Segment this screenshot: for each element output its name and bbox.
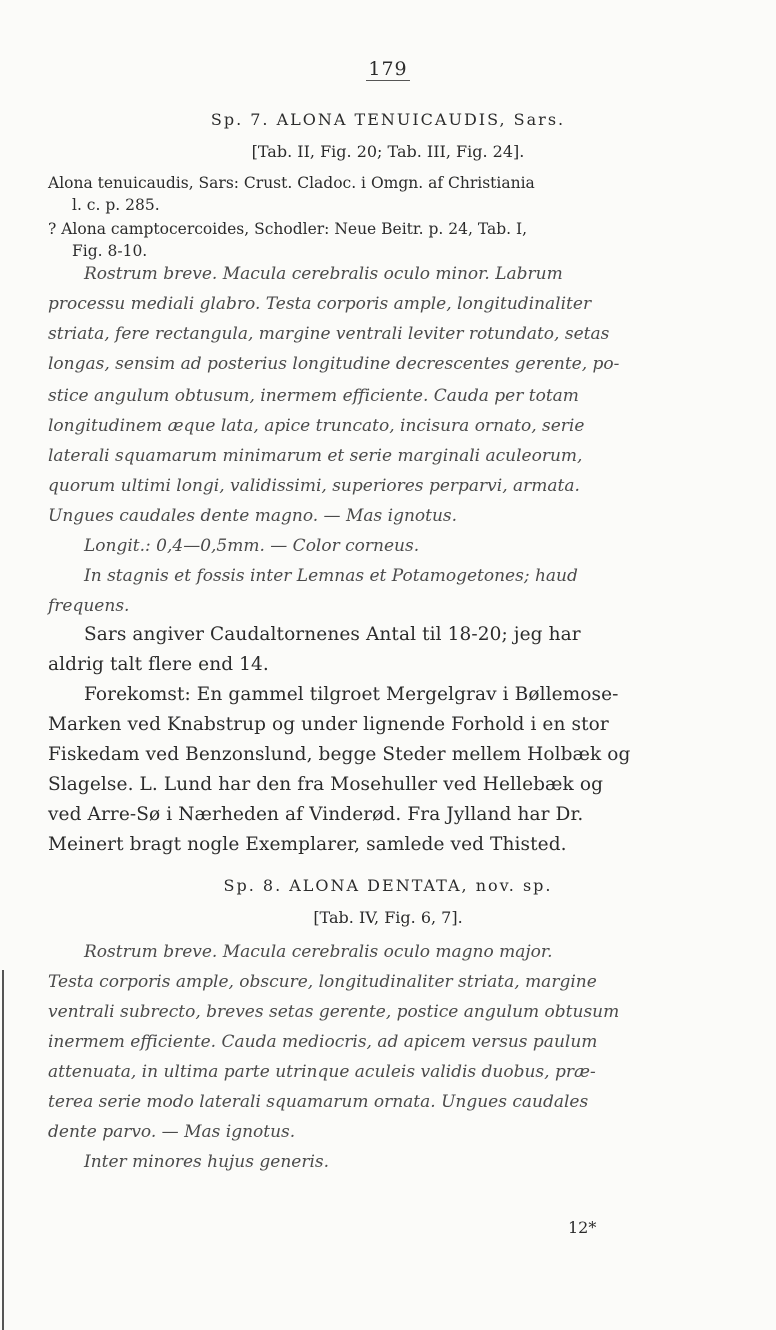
text-line: Forekomst: En gammel tilgroet Mergelgrav i Bøllemose- <box>84 684 619 705</box>
species-7-plates: [Tab. II, Fig. 20; Tab. III, Fig. 24]. <box>251 142 525 161</box>
diagnosis-line: Rostrum breve. Macula cerebralis oculo minor. Labrum <box>84 264 563 284</box>
diagnosis-line: Testa corporis ample, obscure, longitudinaliter striata, margine <box>48 972 597 992</box>
margin-rule <box>2 970 4 1330</box>
habitat-line: frequens. <box>48 596 130 616</box>
synonym-line: l. c. p. 285. <box>72 196 160 214</box>
diagnosis-line: ventrali subrecto, breves setas gerente, postice angulum obtusum <box>48 1002 620 1022</box>
synonym-line: Alona tenuicaudis, Sars: Crust. Cladoc. i Omgn. af Christiania <box>48 174 535 192</box>
synonym-line: ? Alona camptocercoides, Schodler: Neue Beitr. p. 24, Tab. I, <box>48 220 528 238</box>
text-line: Marken ved Knabstrup og under lignende Forhold i en stor <box>48 714 609 735</box>
diagnosis-line: longas, sensim ad posterius longitudine decrescentes gerente, po- <box>48 354 620 374</box>
text-line: aldrig talt flere end 14. <box>48 654 269 675</box>
text-line: Fiskedam ved Benzonslund, begge Steder mellem Holbæk og <box>48 744 631 765</box>
diagnosis-line: Inter minores hujus generis. <box>84 1152 330 1172</box>
diagnosis-line: inermem efficiente. Cauda mediocris, ad apicem versus paulum <box>48 1032 598 1052</box>
diagnosis-line: striata, fere rectangula, margine ventrali leviter rotundato, setas <box>48 324 610 344</box>
page-number: 179 <box>368 58 408 80</box>
diagnosis-line: Ungues caudales dente magno. — Mas ignotus. <box>48 506 458 526</box>
habitat-line: In stagnis et fossis inter Lemnas et Potamogetones; haud <box>84 566 578 586</box>
species-7-heading: Sp. 7. ALONA TENUICAUDIS, Sars. <box>210 110 566 129</box>
synonym-line: Fig. 8-10. <box>72 242 148 260</box>
signature-mark: 12* <box>568 1218 597 1237</box>
species-8-heading: Sp. 8. ALONA DENTATA, nov. sp. <box>223 876 553 895</box>
text-line: Sars angiver Caudaltornenes Antal til 18-20; jeg har <box>84 624 581 645</box>
diagnosis-line: Rostrum breve. Macula cerebralis oculo magno major. <box>84 942 553 962</box>
species-8-plates: [Tab. IV, Fig. 6, 7]. <box>313 908 463 927</box>
diagnosis-line: dente parvo. — Mas ignotus. <box>48 1122 296 1142</box>
diagnosis-line: stice angulum obtusum, inermem efficiente. Cauda per totam <box>48 386 579 406</box>
diagnosis-line: terea serie modo laterali squamarum ornata. Ungues caudales <box>48 1092 589 1112</box>
diagnosis-line: quorum ultimi longi, validissimi, superiores perparvi, armata. <box>48 476 580 496</box>
diagnosis-line: processu mediali glabro. Testa corporis ample, longitudinaliter <box>48 294 592 314</box>
text-line: ved Arre-Sø i Nærheden af Vinderød. Fra Jylland har Dr. <box>48 804 584 825</box>
diagnosis-line: attenuata, in ultima parte utrinque aculeis validis duobus, præ- <box>48 1062 596 1082</box>
diagnosis-line: laterali squamarum minimarum et serie marginali aculeorum, <box>48 446 583 466</box>
text-line: Slagelse. L. Lund har den fra Mosehuller ved Hellebæk og <box>48 774 604 795</box>
diagnosis-line: longitudinem æque lata, apice truncato, incisura ornato, serie <box>48 416 585 436</box>
measurement-line: Longit.: 0,4—0,5mm. — Color corneus. <box>84 536 420 556</box>
text-line: Meinert bragt nogle Exemplarer, samlede ved Thisted. <box>48 834 567 855</box>
